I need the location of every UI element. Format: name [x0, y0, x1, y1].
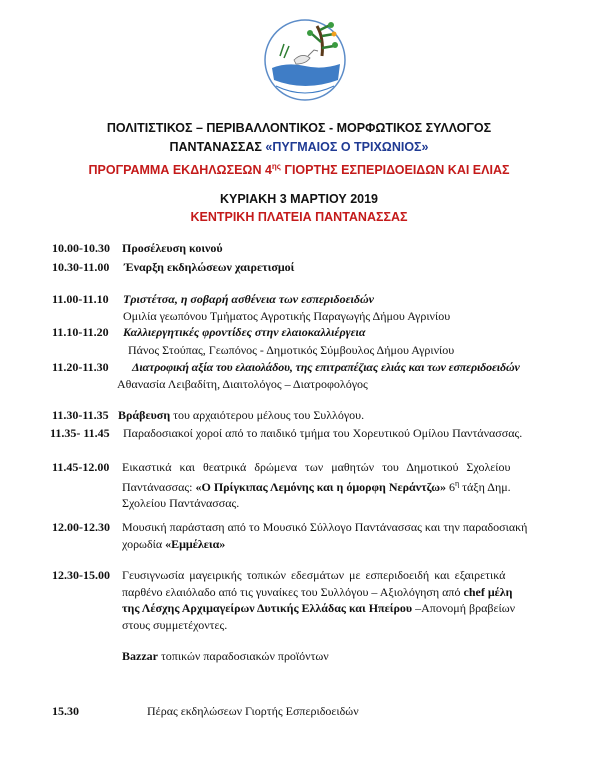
item-line: Παντάνασσας: «Ο Πρίγκιπας Λεμόνης και η όμορφη Νεράντζω» $6^\eta$ τάξη Δημ.: [122, 478, 511, 494]
association-name: ΠΟΛΙΤΙΣΤΙΚΟΣ – ΠΕΡΙΒΑΛΛΟΝΤΙΚΟΣ - ΜΟΡΦΩΤΙΚΟΣ ΣΥΛΛΟΓΟΣ: [106, 121, 492, 135]
item-time: 11.20-11.30: [52, 360, 109, 374]
program-title-a: ΠΡΟΓΡΑΜΜΑ ΕΚΔΗΛΩΣΕΩΝ 4: [88, 163, 272, 178]
item-line: Μουσική παράσταση από το Μουσικό Σύλλογο Παντάνασσας και την παραδοσιακή: [122, 520, 528, 534]
choir-name: «Εμμέλεια»: [165, 536, 226, 551]
program-title: [0, 162, 598, 177]
item-line: της Λέσχης Αρχιμαγείρων Δυτικής Ελλάδας και Ηπείρου –Απονομή βραβείων: [122, 601, 516, 615]
village-name: ΠΑΝΤΑΝΑΣΣΑΣ: [169, 140, 266, 154]
item-time: 10.00-10.30: [52, 241, 110, 255]
program-item: [52, 520, 110, 535]
item-time: 12.00-12.30: [52, 520, 110, 534]
item-title: Έναρξη εκδηλώσεων χαιρετισμοί: [124, 260, 295, 274]
play-title: «Ο Πρίγκιπας Λεμόνης και η όμορφη Νεράντζω»: [195, 479, 446, 494]
item-line: Γευσιγνωσία μαγειρικής τοπικών εδεσμάτων με εσπεριδοειδή και εξαιρετικά: [122, 568, 506, 582]
item-title: Διατροφική αξία του ελαιολάδου, της επιτραπέζιας ελιάς και των εσπεριδοειδών: [132, 360, 520, 374]
item-line: Σχολείου Παντάνασσας.: [122, 496, 240, 510]
association-motto: «ΠΥΓΜΑΙΟΣ Ο ΤΡΙΧΩΝΙΟΣ»: [265, 140, 429, 154]
item-description: [122, 519, 555, 552]
item-time: 11.45-12.00: [52, 460, 110, 474]
item-line: Εικαστικά και θεατρικά δρώμενα των μαθητών του Δημοτικού Σχολείου: [122, 460, 511, 474]
program-item: [52, 408, 365, 423]
item-time: 12.30-15.00: [52, 568, 110, 582]
bazaar-line: Bazzar τοπικών παραδοσιακών προϊόντων: [122, 649, 329, 663]
item-line: χορωδία «Εμμέλεια»: [122, 536, 226, 551]
item-description: [122, 567, 555, 633]
item-time: 10.30-11.00: [52, 260, 110, 274]
association-logo: [262, 16, 348, 104]
item-title: Καλλιεργητικές φροντίδες στην ελαιοκαλλιέργεια: [123, 325, 366, 339]
program-item: [52, 704, 359, 719]
program-item: [52, 360, 520, 375]
program-item: [52, 260, 295, 275]
item-time: 11.10-11.20: [52, 325, 109, 339]
program-item: [52, 460, 109, 475]
association-subname: [0, 140, 598, 154]
event-place: ΚΕΝΤΡΙΚΗ ΠΛΑΤΕΙΑ ΠΑΝΤΑΝΑΣΣΑΣ: [190, 210, 408, 224]
event-date: ΚΥΡΙΑΚΗ 3 ΜΑΡΤΙΟΥ 2019: [219, 192, 379, 206]
item-speaker: Πάνος Στούπας, Γεωπόνος - Δημοτικός Σύμβουλος Δήμου Αγρινίου: [128, 343, 455, 357]
item-title: Τριστέτσα, η σοβαρή ασθένεια των εσπεριδοειδών: [123, 292, 375, 306]
item-line: στους συμμετέχοντες.: [122, 617, 228, 632]
program-item: [52, 568, 110, 583]
item-time: 11.35- 11.45: [50, 426, 110, 440]
item-speaker: Ομιλία γεωπόνου Τμήματος Αγροτικής Παραγωγής Δήμου Αγρινίου: [123, 309, 451, 323]
program-title-b: ΓΙΟΡΤΗΣ ΕΣΠΕΡΙΔΟΕΙΔΩΝ ΚΑΙ ΕΛΙΑΣ: [280, 163, 510, 178]
item-line: παρθένο ελαιόλαδο από τις γυναίκες του Συλλόγου – Αξιολόγηση από chef μέλη: [122, 584, 513, 599]
program-item: [50, 426, 523, 441]
item-description: [122, 459, 555, 512]
item-title: Βράβευση: [118, 408, 171, 422]
program-title-sup: ης: [271, 162, 281, 171]
item-title: Προσέλευση κοινού: [122, 241, 223, 255]
heron-tree-logo-icon: [262, 16, 348, 104]
item-text: Παραδοσιακοί χοροί από το παιδικό τμήμα του Χορευτικού Ομίλου Παντάνασσας.: [123, 426, 523, 440]
program-item: [52, 241, 223, 256]
item-text: του αρχαιότερου μέλους του Συλλόγου.: [170, 408, 365, 422]
item-time: 15.30: [52, 704, 79, 718]
item-speaker: Αθανασία Λειβαδίτη, Διαιτολόγος – Διατροφολόγος: [117, 377, 368, 391]
program-item: [52, 292, 375, 307]
item-text: Πέρας εκδηλώσεων Γιορτής Εσπεριδοειδών: [147, 704, 359, 718]
item-time: 11.00-11.10: [52, 292, 109, 306]
program-item: [52, 325, 366, 340]
item-time: 11.30-11.35: [52, 408, 109, 422]
